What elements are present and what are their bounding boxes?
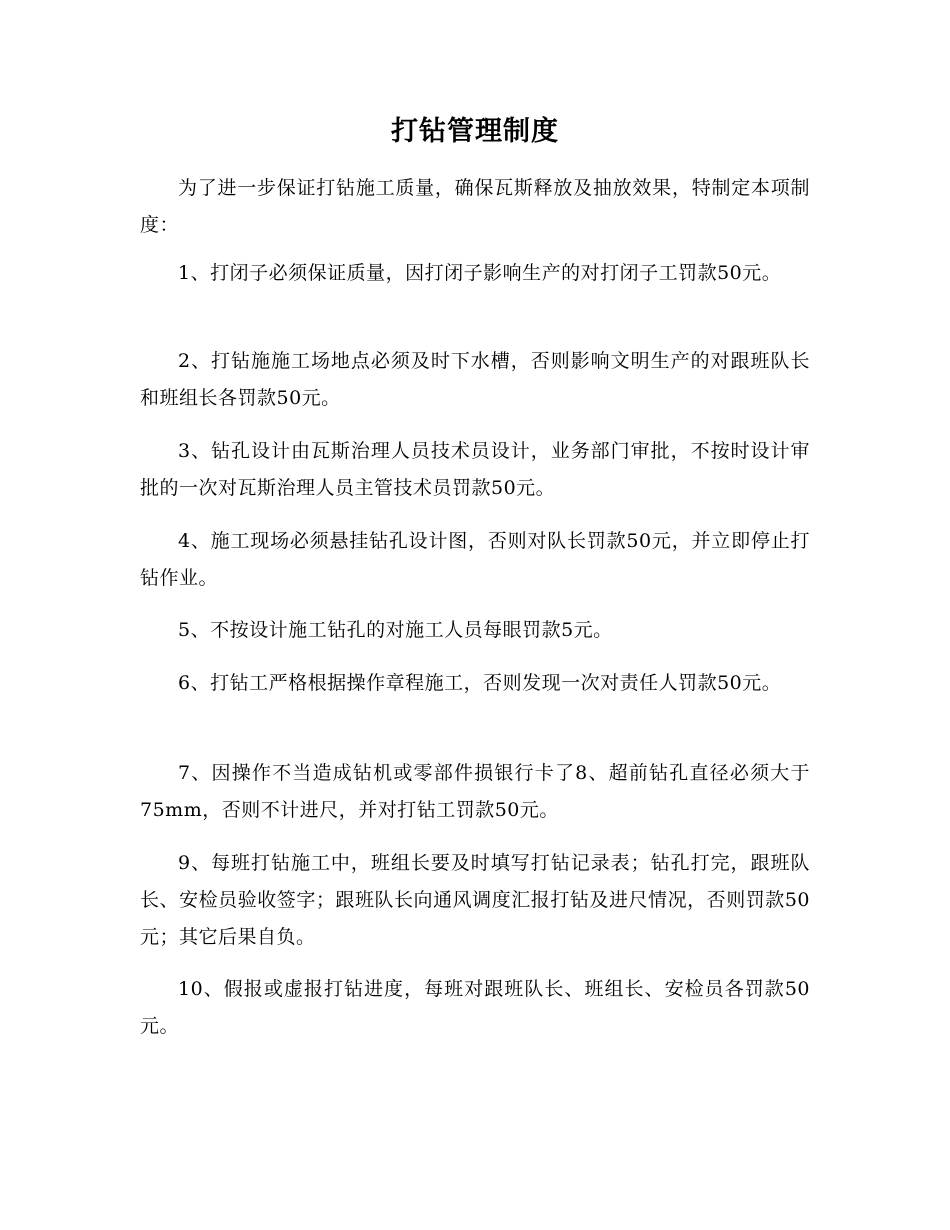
- rule-item-5: 5、不按设计施工钻孔的对施工人员每眼罚款5元。: [178, 619, 613, 641]
- rule-item-9: 9、每班打钻施工中，班组长要及时填写打钻记录表；钻孔打完，跟班队长、安检员验收签字；跟班队长向通风调度汇报打钻及进尺情况，否则罚款50元；其它后果自负。: [140, 852, 810, 948]
- rule-item-6: 6、打钻工严格根据操作章程施工，否则发现一次对责任人罚款50元。: [178, 672, 782, 694]
- intro-paragraph: 为了进一步保证打钻施工质量，确保瓦斯释放及抽放效果，特制定本项制度：: [140, 177, 810, 236]
- rule-item-1: 1、打闭子必须保证质量，因打闭子影响生产的对打闭子工罚款50元。: [178, 262, 782, 284]
- rule-item-2: 2、打钻施施工场地点必须及时下水槽，否则影响文明生产的对跟班队长和班组长各罚款50元。: [140, 350, 810, 409]
- rule-item-3: 3、钻孔设计由瓦斯治理人员技术员设计，业务部门审批，不按时设计审批的一次对瓦斯治理人员主管技术员罚款50元。: [140, 440, 810, 499]
- rule-item-4: 4、施工现场必须悬挂钻孔设计图，否则对队长罚款50元，并立即停止打钻作业。: [140, 530, 810, 589]
- rule-item-10: 10、假报或虚报打钻进度，每班对跟班队长、班组长、安检员各罚款50元。: [140, 978, 810, 1037]
- document-title: 打钻管理制度: [391, 116, 559, 147]
- rule-item-7: 7、因操作不当造成钻机或零部件损银行卡了8、超前钻孔直径必须大于75mm，否则不计进尺，并对打钻工罚款50元。: [140, 762, 810, 821]
